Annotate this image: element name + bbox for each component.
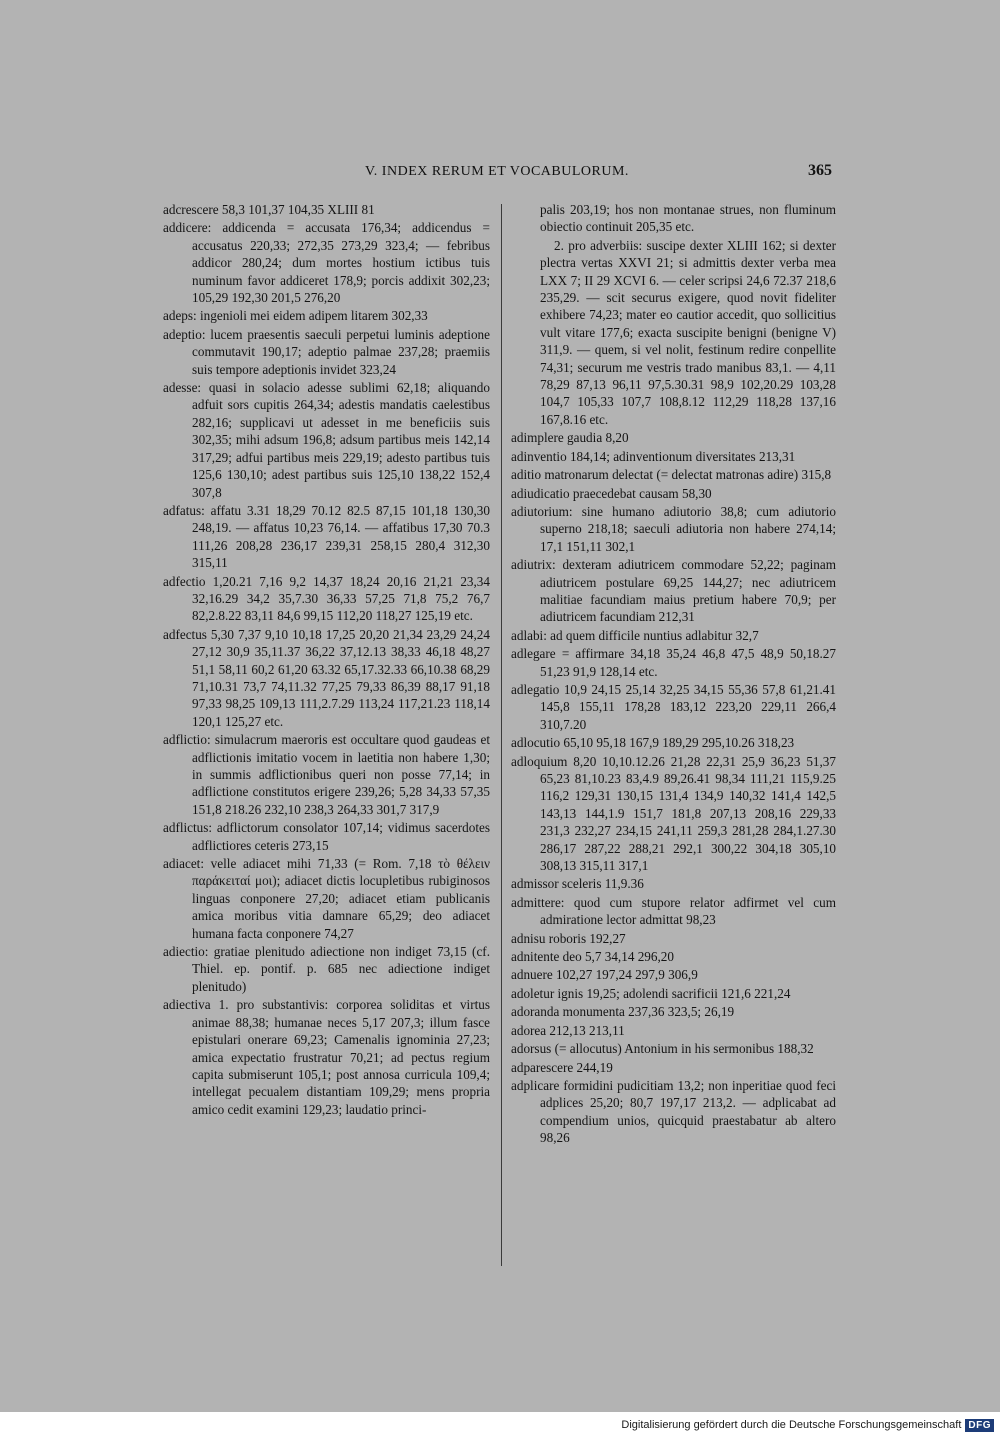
index-entry: adlocutio 65,10 95,18 167,9 189,29 295,10.26 318,23 (511, 735, 795, 751)
index-entry: adorsus (= allocutus) Antonium in his sermonibus 188,32 (511, 1041, 814, 1057)
index-entry: adesse: quasi in solacio adesse sublimi 62,18; aliquando adfuit sors cupitis 264,34; adestis mandatis caelestibus 282,16; supplicavi ut adesset in me beneficiis suis 302,35; mihi adsum 196,8; adsum partibus meis 142,14 317,29; adfui partibus meis 229,19; adesto partibus tuis 125,6 130,10; adest partibus suis 125,10 138,22 152,4 307,8 (163, 380, 490, 500)
index-entry: adorea 212,13 213,11 (511, 1022, 625, 1038)
index-entry: adoletur ignis 19,25; adolendi sacrificii 121,6 221,24 (511, 985, 791, 1001)
index-entry: adiectiva 1. pro substantivis: corporea soliditas et virtus animae 88,38; humanae neces 5,17 207,3; illum fasce epistulari onerare 69,23; Camenalis ignominia 27,23; amica expectatio frustratur 70,21; ad pectus regium capita submiserunt 105,1; post annosa curricula 109,4; intellegat pecualem distantiam 109,29; mens propria amico cedit examini 129,23; laudatio princi- (163, 997, 490, 1117)
index-entry: adloquium 8,20 10,10.12.26 21,28 22,31 25,9 36,23 51,37 65,23 81,10.23 83,4.9 89,26.41 98,34 111,21 115,9.25 116,2 129,31 130,15 131,4 134,9 140,32 141,4 142,5 143,13 144,1.9 151,7 181,8 207,13 208,16 229,33 231,3 232,27 234,15 241,11 259,3 281,28 284,1.27.30 286,17 287,22 288,21 292,1 300,22 304,18 305,10 308,13 315,11 317,1 (511, 753, 836, 874)
index-entry: admittere: quod cum stupore relator adfirmet vel cum admiratione lector admittat 98,23 (511, 894, 836, 928)
index-entry: adflictus: adflictorum consolator 107,14; vidimus sacerdotes adflictiores ceteris 273,15 (163, 820, 490, 853)
index-entry: adiudicatio praecedebat causam 58,30 (511, 485, 712, 501)
index-entry: adiectio: gratiae plenitudo adiectione non indiget 73,15 (cf. Thiel. ep. pontif. p. 685 nec adiectione indiget plenitudo) (163, 944, 490, 994)
page-number: 365 (808, 162, 832, 179)
index-entry: adnitente deo 5,7 34,14 296,20 (511, 949, 674, 965)
running-title: V. INDEX RERUM ET VOCABULORUM. (365, 164, 629, 179)
index-entry: adiacet: velle adiacet mihi 71,33 (= Rom. 7,18 τὸ θέλειν παράκειταί μοι); adiacet dictis locupletibus rubiginosos linguas conponere 27,20; adiacet etiam publicanis amica moribus vitia damnare 65,29; deo adiacet humana facta conponere 74,27 (163, 856, 490, 941)
index-entry: adimplere gaudia 8,20 (511, 430, 629, 446)
index-entry: admissor sceleris 11,9.36 (511, 876, 644, 892)
index-column-right (511, 201, 836, 1148)
index-entry: adparescere 244,19 (511, 1059, 613, 1075)
index-entry-continuation: palis 203,19; hos non montanae strues, non fluminum obiectio continuit 205,35 etc. (540, 202, 836, 235)
index-entry: adeps: ingenioli mei eidem adipem litarem 302,33 (163, 308, 428, 324)
index-entry: adlegare = affirmare 34,18 35,24 46,8 47,5 48,9 50,18.27 51,23 91,9 128,14 etc. (511, 646, 836, 679)
index-entry: adflictio: simulacrum maeroris est occultare quod gaudeas et adflictionis imitatio vocem in laetitia non habere 1,30; in summis adflictionibus queri non posse 77,14; in adflictione constitutos erigere 239,26; 5,28 34,33 57,35 151,8 218.26 232,10 238,3 264,33 301,7 317,9 (163, 732, 490, 817)
index-entry: aditio matronarum delectat (= delectat matronas adire) 315,8 (511, 467, 832, 483)
index-entry: adiutorium: sine humano adiutorio 38,8; cum adiutorio superno 218,18; saeculi adiutoria non habere 274,14; 17,1 151,11 302,1 (511, 503, 836, 554)
index-entry: adplicare formidini pudicitiam 13,2; non inperitiae quod feci adplices 25,20; 80,7 197,17 213,2. — adplicabat ad compendium unios, quicquid praestabatur ab altero 98,26 (511, 1077, 836, 1146)
index-entry-subsection: 2. pro adverbiis: suscipe dexter XLIII 162; si dexter plectra vertas XXVI 21; si admittis dexter verba mea LXX 7; II 29 XCVI 6. — celer scripsi 24,6 72.37 218,6 235,29. — scit securus exigere, quod novit fideliter exhibere 74,23; mater eo cautior accedit, quo sollicitius vult vitare 177,6; exacta suscipite benigni (benigne V) 311,9. — quem, si vel nolit, festinum redire conpellite 74,31; securum me vestris trado manibus 83,1. — 4,11 78,29 87,13 96,11 97,5.30.31 98,9 102,20.29 103,28 104,7 105,33 107,7 108,8.12 112,29 118,28 137,16 167,8.16 etc. (540, 237, 836, 427)
index-entry: addicere: addicenda = accusata 176,34; addicendus = accusatus 220,33; 272,35 273,29 323,4; — febribus addicor 280,24; dum mortes hostium ictibus tuis numinum favor addiceret 178,9; porcis addixit 302,23; 105,29 192,30 201,5 276,20 (163, 220, 490, 306)
index-entry: adlabi: ad quem difficile nuntius adlabitur 32,7 (511, 627, 759, 643)
index-column-left (163, 201, 490, 1119)
index-entry: adfatus: affatu 3.31 18,29 70.12 82.5 87,15 101,18 130,30 248,19. — affatus 10,23 76,14. — affatibus 17,30 70.3 111,26 208,28 236,17 239,31 258,15 280,4 312,30 315,11 (163, 502, 490, 571)
column-divider (501, 204, 502, 1266)
index-entry: adnisu roboris 192,27 (511, 930, 626, 946)
index-entry: adoranda monumenta 237,36 323,5; 26,19 (511, 1004, 735, 1020)
funding-footer (600, 1418, 994, 1432)
index-entry: adlegatio 10,9 24,15 25,14 32,25 34,15 55,36 57,8 61,21.41 145,8 155,11 178,28 183,12 223,20 229,11 266,4 310,7.20 (511, 681, 836, 732)
index-entry: adeptio: lucem praesentis saeculi perpetui luminis adeptione commutavit 190,17; adeptio palmae 237,28; praemiis suis tempore adeptionis invidet 323,24 (163, 326, 490, 377)
dfg-logo: DFG (965, 1419, 994, 1432)
index-entry: adinventio 184,14; adinventionum diversitates 213,31 (511, 448, 796, 464)
funding-notice: Digitalisierung gefördert durch die Deutsche Forschungsgemeinschaft (621, 1419, 962, 1431)
index-entry: adiutrix: dexteram adiutricem commodare 52,22; paginam adiutricem postulare 69,25 144,27; nec adiutricem malitiae facundiam maius pretium habere 70,9; per adiutricem facundiam 212,31 (511, 557, 836, 625)
index-entry: adnuere 102,27 197,24 297,9 306,9 (511, 967, 698, 983)
index-entry: adfectus 5,30 7,37 9,10 10,18 17,25 20,20 21,34 23,29 24,24 27,12 30,9 35,11.37 36,22 37,12.13 38,33 46,18 48,27 51,1 58,11 60,2 61,20 63.32 65,17.32.33 66,10.38 68,29 71,10.31 73,7 74,11.32 77,25 79,33 86,39 88,17 91,18 97,33 98,25 109,13 111,2.7.29 113,24 117,21.23 118,14 120,1 125,27 etc. (163, 626, 490, 729)
index-entry: adfectio 1,20.21 7,16 9,2 14,37 18,24 20,16 21,21 23,34 32,16.29 34,2 35,7.30 36,33 57,25 71,8 75,2 76,7 82,2.8.22 83,11 84,6 99,15 112,20 118,27 125,19 etc. (163, 573, 490, 624)
index-entry: adcrescere 58,3 101,37 104,35 XLIII 81 (163, 202, 375, 217)
